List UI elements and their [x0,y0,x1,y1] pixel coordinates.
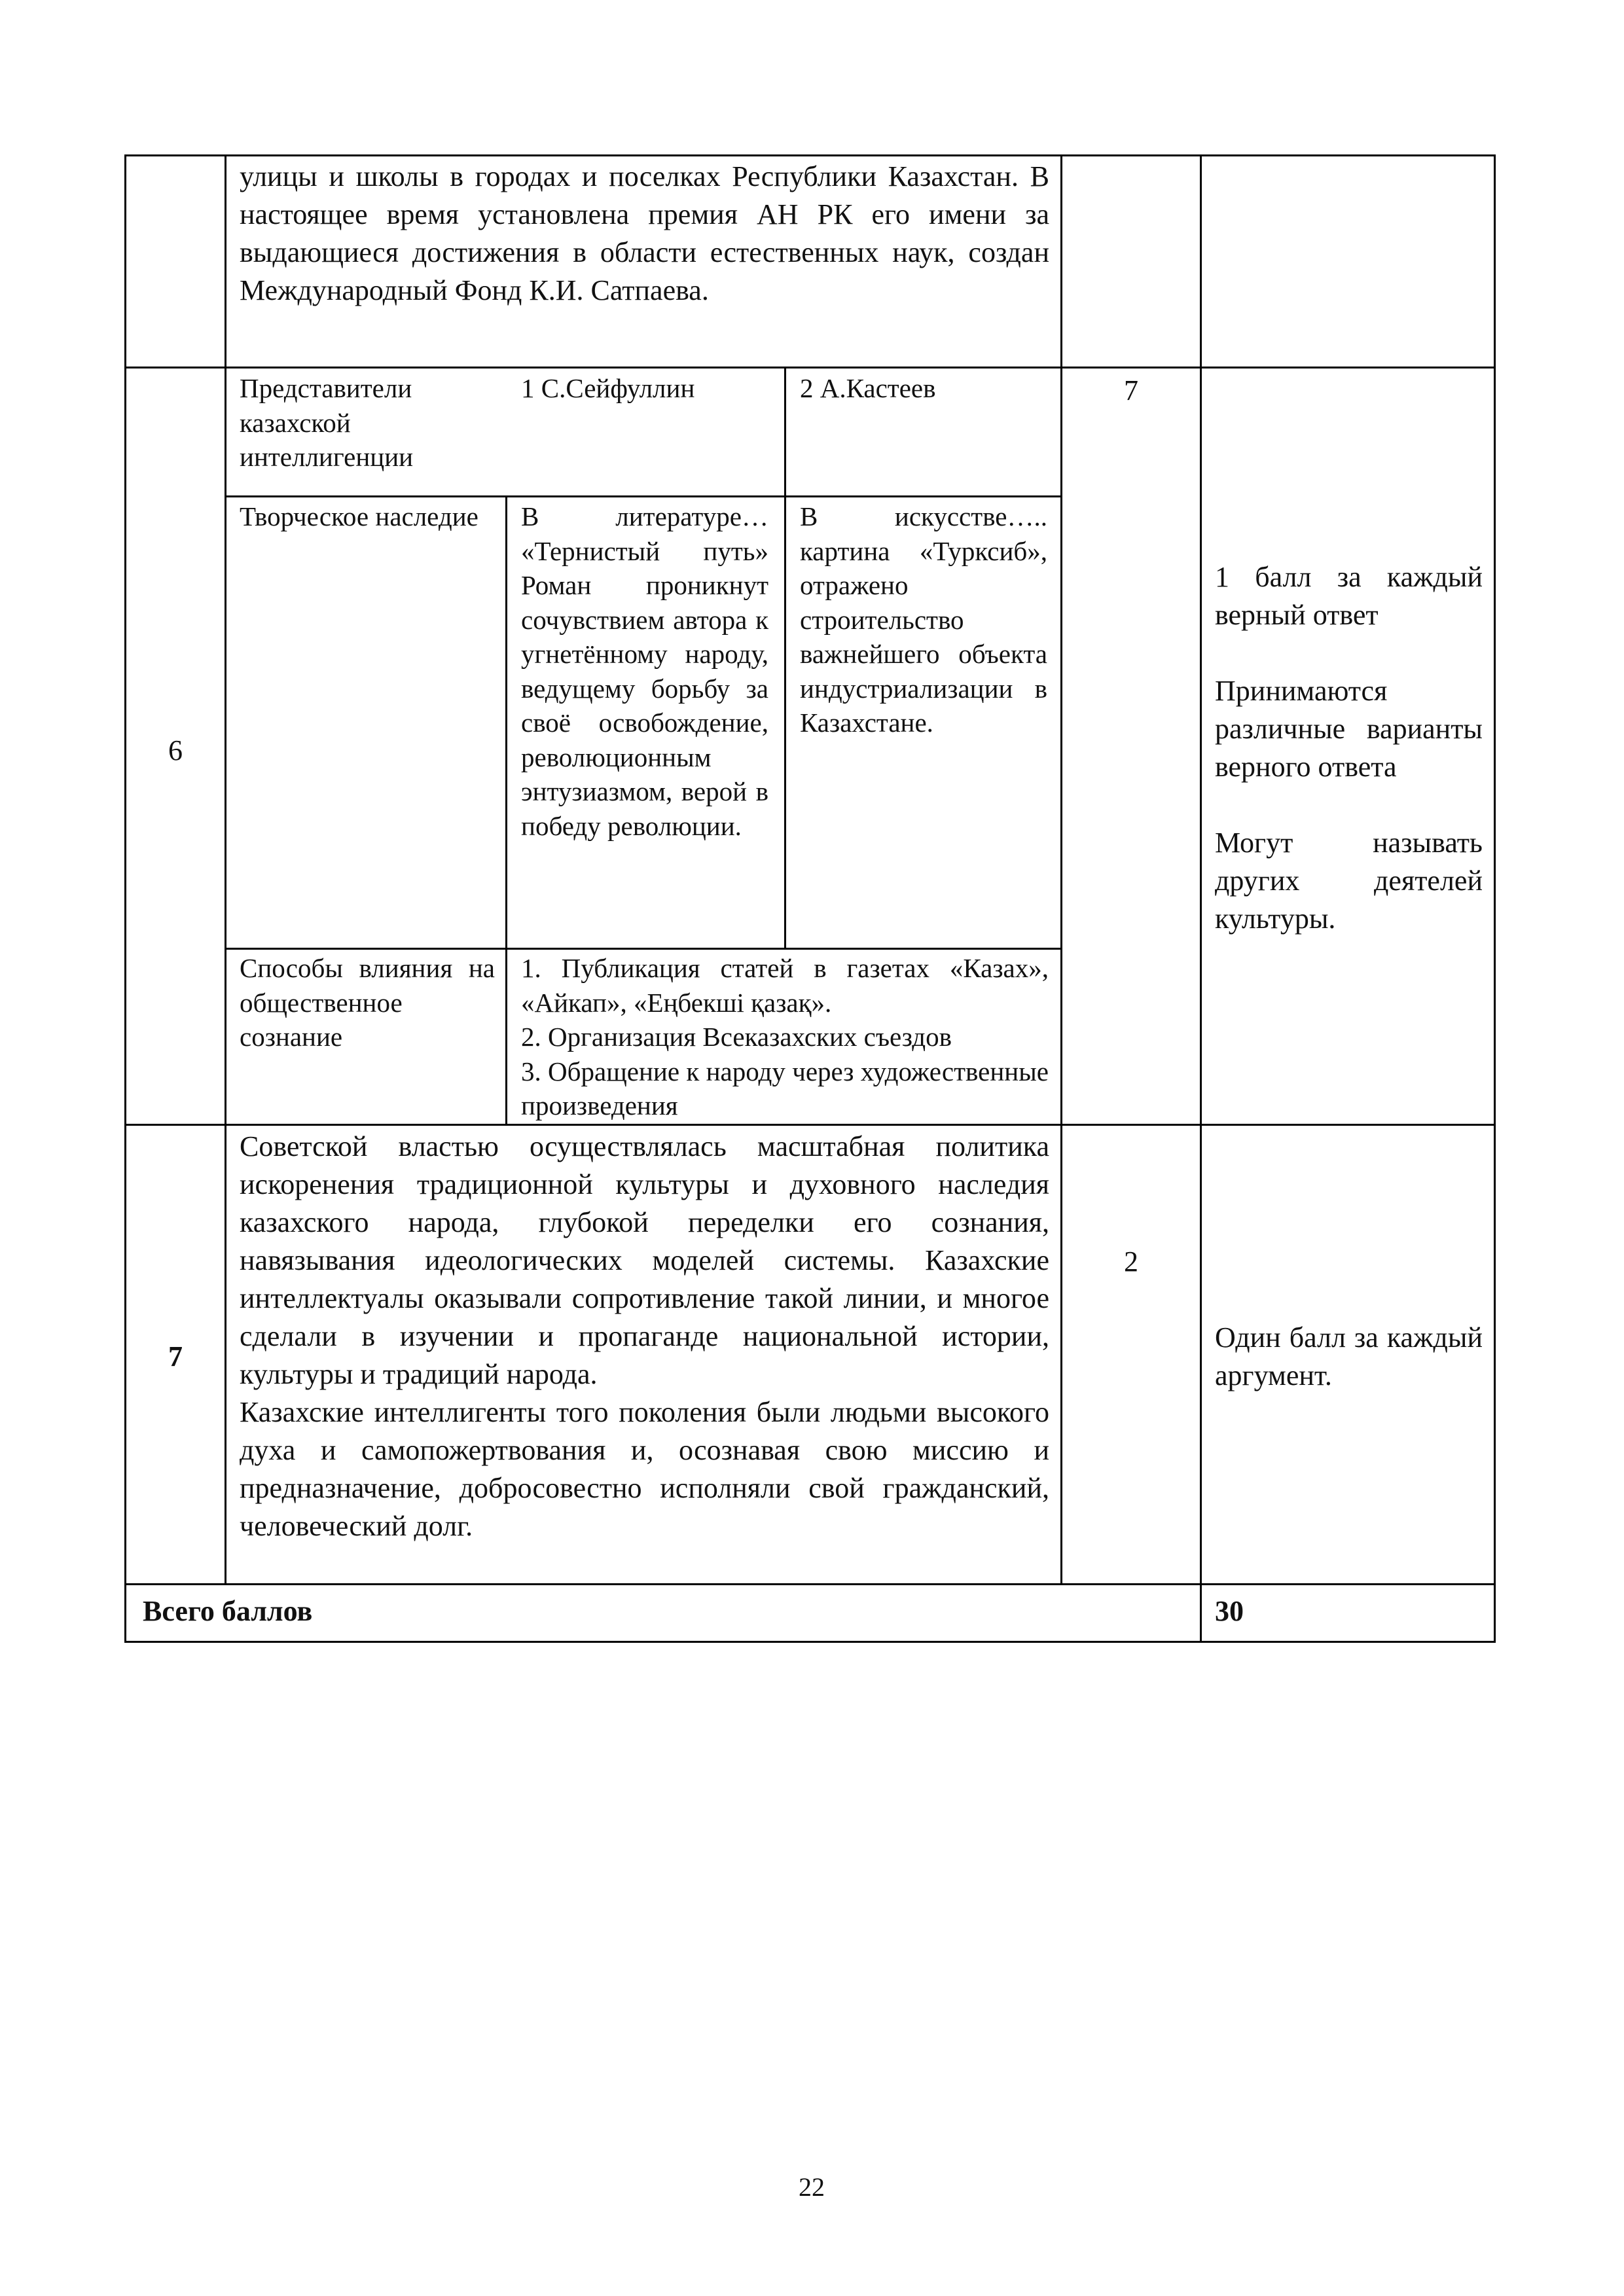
row-divider [225,495,1060,497]
criteria-text: 1 балл за каждый верный ответ [1215,561,1483,631]
influence-item: 3. Обращение к народу через художественные произведения [521,1056,1049,1121]
table-border-right [1494,154,1496,1643]
total-value: 30 [1215,1595,1244,1627]
criteria-text: Один балл за каждый аргумент. [1215,1321,1483,1391]
column-divider [225,154,226,1583]
row-divider [124,1583,1496,1585]
table-border-bottom [124,1641,1496,1643]
legacy-label: Творческое наследие [240,501,478,531]
row-divider [225,948,1060,950]
representatives-label: Представители казахской интеллигенции [240,373,414,472]
legacy-person-1: В литературе… «Тернистый путь» Роман проникнут сочувствием автора к угнетённому народу, ведущему борьбу за своё освобождение, революционным энтузиазмом, верой в победу революции. [521,501,768,841]
answer-text [240,1128,1049,1545]
column-divider [784,367,786,950]
table-border-top [124,154,1496,156]
question-number: 7 [168,1340,183,1372]
influence-item: 1. Публикация статей в газетах «Казах», «Айкап», «Еңбекші қазақ». [521,953,1049,1018]
column-divider [505,495,507,1124]
total-label: Всего баллов [143,1595,313,1627]
legacy-person-2: В искусстве….. картина «Турксиб», отражено строительство важнейшего объекта индустриализации в Казахстане. [800,501,1047,738]
answer-paragraph: Казахские интеллигенты того поколения были людьми высокого духа и самопожертвования и, осознавая свою миссию и предназначение, добросовестно исполняли свой гражданский, человеческий долг. [240,1396,1049,1542]
person-2-name: 2 А.Кастеев [800,373,936,403]
continuation-text: улицы и школы в городах и поселках Республики Казахстан. В настоящее время установлена премия АН РК его имени за выдающиеся достижения в области естественных наук, создан Международный Фонд К.И. Сатпаева. [240,160,1049,306]
question-points: 7 [1124,374,1138,406]
question-number: 6 [168,734,183,766]
criteria-text: Принимаются различные варианты верного ответа [1215,675,1483,783]
criteria-text: Могут называть других деятелей культуры. [1215,827,1483,935]
column-divider [1200,154,1202,1643]
table-border-left [124,154,126,1643]
row-divider [124,367,1496,368]
person-1-name: 1 С.Сейфуллин [521,373,695,403]
influence-label: Способы влияния на общественное сознание [240,953,495,1052]
column-divider [1060,154,1062,1583]
influence-list [521,951,1049,1123]
page-number: 22 [799,2172,825,2202]
answer-paragraph: Советской властью осуществлялась масштабная политика искоренения традиционной культуры и духовного наследия казахского народа, глубокой переделки его сознания, навязывания идеологических моделей системы. Казахские интеллектуалы оказывали сопротивление такой линии, и многое сделали в изучении и пропаганде национальной истории, культуры и традиций народа. [240,1130,1049,1390]
question-points: 2 [1124,1246,1138,1278]
influence-item: 2. Организация Всеказахских съездов [521,1022,952,1052]
row-divider [124,1124,1496,1126]
